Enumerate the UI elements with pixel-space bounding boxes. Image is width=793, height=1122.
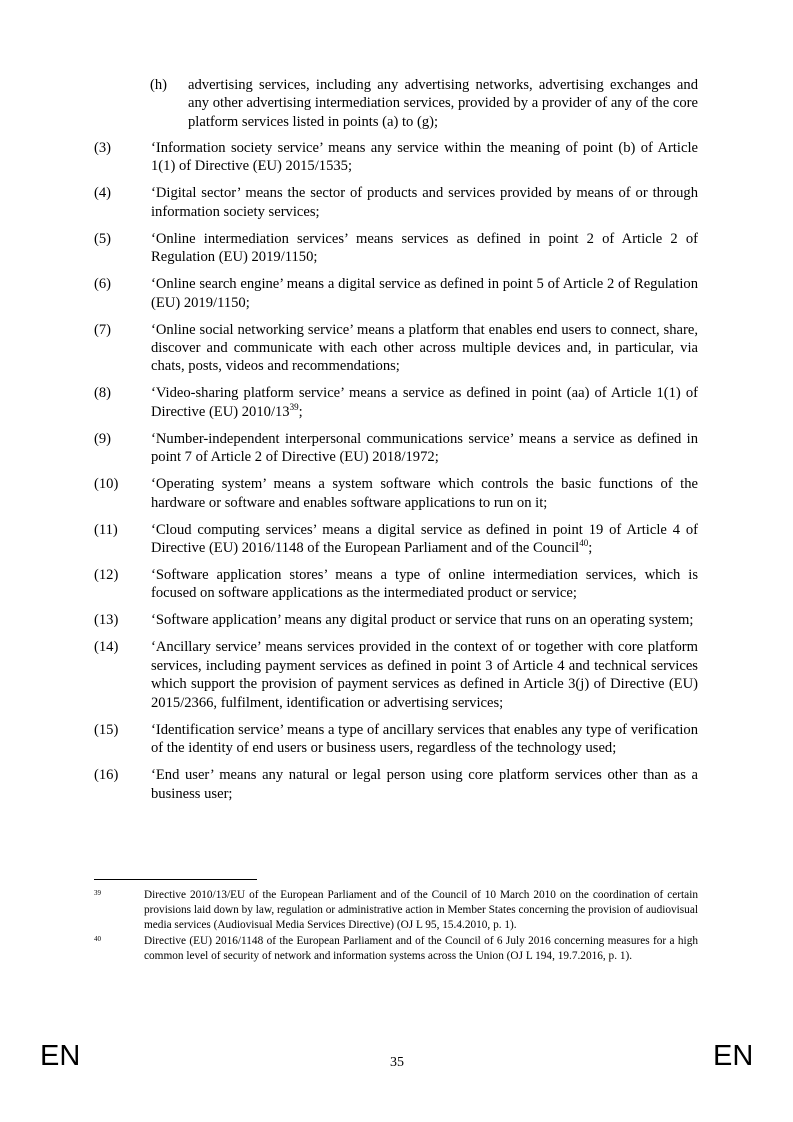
definition-number: (13) bbox=[94, 612, 119, 629]
definition-text: ‘Software application stores’ means a type of online intermediation services, which is focused on software applications as the intermediated product or service; bbox=[151, 567, 698, 602]
definition-body: ‘Video-sharing platform service’ means a service as defined in point (aa) of Article 1(1) of Directive (EU) 2010/13 bbox=[151, 385, 698, 420]
definition-10 bbox=[94, 475, 698, 512]
definition-number: (6) bbox=[94, 276, 112, 293]
definition-text: ‘End user’ means any natural or legal person using core platform services other than as a business user; bbox=[151, 767, 698, 802]
definition-3 bbox=[94, 139, 698, 176]
definition-body: ‘Cloud computing services’ means a digital service as defined in point 19 of Article 4 of Directive (EU) 2016/1148 of the European Parliament and of the Council bbox=[151, 521, 698, 557]
definition-9 bbox=[94, 430, 698, 467]
definition-text: ‘Ancillary service’ means services provided in the context of or together with core platform services, including payment services as defined in point 3 of Article 4 and technical services which support the provision of payment services as defined in Article 3(j) of Directive (EU) 2015/2366, fulfilment, identification or advertising services; bbox=[151, 639, 698, 711]
definition-11 bbox=[94, 521, 698, 558]
definition-6 bbox=[94, 275, 698, 312]
definition-number: (5) bbox=[94, 230, 112, 247]
definition-text: ‘Information society service’ means any service within the meaning of point (b) of Article 1(1) of Directive (EU) 2015/1535; bbox=[151, 140, 698, 175]
definition-15 bbox=[94, 721, 698, 758]
footnote-number: 39 bbox=[94, 889, 101, 897]
definition-text: ‘Online social networking service’ means a platform that enables end users to connect, share, discover and communicate with each other across multiple devices and, in particular, via chats, posts, videos and recommendations; bbox=[151, 321, 698, 375]
definition-text bbox=[151, 521, 698, 558]
page-number: 35 bbox=[390, 1055, 404, 1070]
definition-text: ‘Operating system’ means a system software which controls the basic functions of the hardware or software and enables software applications to run on it; bbox=[151, 476, 698, 511]
definition-7 bbox=[94, 321, 698, 376]
definition-number: (12) bbox=[94, 567, 119, 584]
definition-4 bbox=[94, 184, 698, 221]
footnote-number: 40 bbox=[94, 934, 101, 943]
footnote-separator bbox=[94, 879, 257, 880]
definition-number: (4) bbox=[94, 185, 112, 202]
definition-text: ‘Digital sector’ means the sector of products and services provided by means of or through information society services; bbox=[151, 185, 698, 220]
definition-text: ‘Software application’ means any digital product or service that runs on an operating system; bbox=[151, 612, 694, 629]
definition-8 bbox=[94, 384, 698, 421]
footnote-ref-39[interactable]: 39 bbox=[289, 401, 299, 412]
definition-number: (11) bbox=[94, 521, 118, 538]
definition-5 bbox=[94, 230, 698, 267]
definition-13 bbox=[94, 611, 698, 629]
definition-text: ‘Online intermediation services’ means services as defined in point 2 of Article 2 of Regulation (EU) 2019/1150; bbox=[151, 230, 698, 266]
list-item-label: (h) bbox=[150, 77, 168, 93]
definition-12 bbox=[94, 566, 698, 603]
definition-tail: ; bbox=[588, 540, 593, 557]
language-code-left: EN bbox=[40, 1040, 81, 1072]
definition-number: (16) bbox=[94, 767, 119, 784]
definition-number: (9) bbox=[94, 430, 112, 447]
footnote-40 bbox=[94, 934, 698, 964]
definition-14 bbox=[94, 638, 698, 712]
list-item-text: advertising services, including any advertising networks, advertising exchanges and any other advertising intermediation services, provided by a provider of any of the core platform services listed in points (a) to (g); bbox=[188, 77, 698, 130]
footnote-ref-40[interactable]: 40 bbox=[579, 538, 589, 549]
definition-text: ‘Identification service’ means a type of ancillary services that enables any type of verification of the identity of end users or business users, regardless of the technology used; bbox=[151, 721, 698, 757]
definition-number: (8) bbox=[94, 385, 112, 402]
definition-text: ‘Number-independent interpersonal communications service’ means a service as defined in point 7 of Article 2 of Directive (EU) 2018/1972; bbox=[151, 430, 698, 466]
language-code-right: EN bbox=[713, 1040, 754, 1072]
footnote-text: Directive (EU) 2016/1148 of the European Parliament and of the Council of 6 July 2016 concerning measures for a high common level of security of network and information systems across the Union (OJ L 194, 19.7.2016, p. 1). bbox=[144, 934, 698, 962]
definition-tail: ; bbox=[298, 403, 303, 420]
definition-number: (15) bbox=[94, 721, 119, 738]
footnote-39 bbox=[94, 888, 698, 934]
footnotes bbox=[94, 888, 698, 964]
definitions-list bbox=[94, 139, 698, 812]
definition-text: ‘Online search engine’ means a digital service as defined in point 5 of Article 2 of Regulation (EU) 2019/1150; bbox=[151, 276, 698, 311]
definition-number: (10) bbox=[94, 476, 119, 493]
definition-number: (14) bbox=[94, 639, 119, 656]
definition-16 bbox=[94, 766, 698, 803]
list-item-h bbox=[150, 76, 698, 131]
definition-text bbox=[151, 384, 698, 421]
footnote-text: Directive 2010/13/EU of the European Parliament and of the Council of 10 March 2010 on the coordination of certain provisions laid down by law, regulation or administrative action in Member States concerning the provision of audiovisual media services (Audiovisual Media Services Directive) (OJ L 95, 15.4.2010, p. 1). bbox=[144, 889, 698, 932]
definition-number: (7) bbox=[94, 321, 112, 338]
definition-number: (3) bbox=[94, 140, 112, 156]
